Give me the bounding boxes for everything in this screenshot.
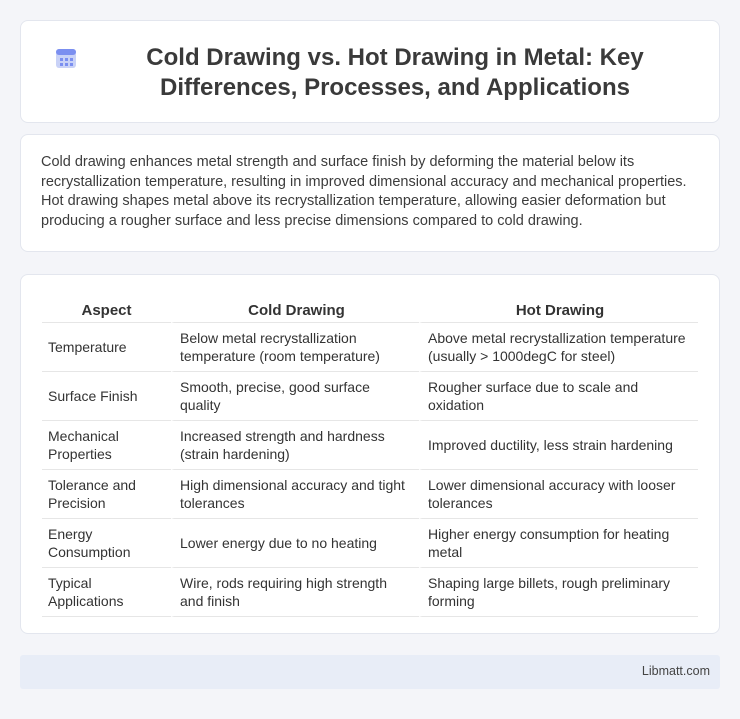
hot-drawing-cell: Improved ductility, less strain hardening [419, 421, 698, 470]
comparison-table [42, 297, 698, 617]
intro-card [20, 134, 720, 252]
cold-drawing-cell: Below metal recrystallization temperature (room temperature) [171, 323, 419, 372]
cold-drawing-cell: High dimensional accuracy and tight tolerances [171, 470, 419, 519]
aspect-cell: Tolerance and Precision [42, 470, 171, 519]
table-row [42, 470, 698, 519]
cold-drawing-cell: Smooth, precise, good surface quality [171, 372, 419, 421]
column-header-hot-drawing: Hot Drawing [419, 297, 698, 323]
page-title: Cold Drawing vs. Hot Drawing in Metal: Key Differences, Processes, and Applications [146, 44, 644, 101]
aspect-cell: Temperature [42, 323, 171, 372]
hot-drawing-cell: Rougher surface due to scale and oxidation [419, 372, 698, 421]
table-header-row [42, 297, 698, 323]
hot-drawing-cell: Shaping large billets, rough preliminary forming [419, 568, 698, 617]
column-header-cold-drawing: Cold Drawing [171, 297, 419, 323]
cold-drawing-cell: Increased strength and hardness (strain hardening) [171, 421, 419, 470]
table-row [42, 519, 698, 568]
hot-drawing-cell: Above metal recrystallization temperature (usually > 1000degC for steel) [419, 323, 698, 372]
aspect-cell: Mechanical Properties [42, 421, 171, 470]
hot-drawing-cell: Lower dimensional accuracy with looser tolerances [419, 470, 698, 519]
column-header-aspect: Aspect [42, 297, 171, 323]
title-card [20, 20, 720, 123]
comparison-card [20, 274, 720, 634]
table-row [42, 568, 698, 617]
aspect-cell: Surface Finish [42, 372, 171, 421]
footer-bar [20, 655, 720, 689]
cold-drawing-cell: Lower energy due to no heating [171, 519, 419, 568]
table-row [42, 372, 698, 421]
table-row [42, 323, 698, 372]
hot-drawing-cell: Higher energy consumption for heating metal [419, 519, 698, 568]
cold-drawing-cell: Wire, rods requiring high strength and finish [171, 568, 419, 617]
aspect-cell: Energy Consumption [42, 519, 171, 568]
footer-brand-link[interactable]: Libmatt.com [641, 664, 710, 678]
intro-paragraph: Cold drawing enhances metal strength and surface finish by deforming the material below its recrystallization temperature, resulting in improved dimensional accuracy and mechanical properties. Hot drawing shapes metal above its recrystallization temperature, allowing easier deformation but producing a rougher surface and less precise dimensions compared to cold drawing. [41, 154, 687, 229]
aspect-cell: Typical Applications [42, 568, 171, 617]
table-row [42, 421, 698, 470]
